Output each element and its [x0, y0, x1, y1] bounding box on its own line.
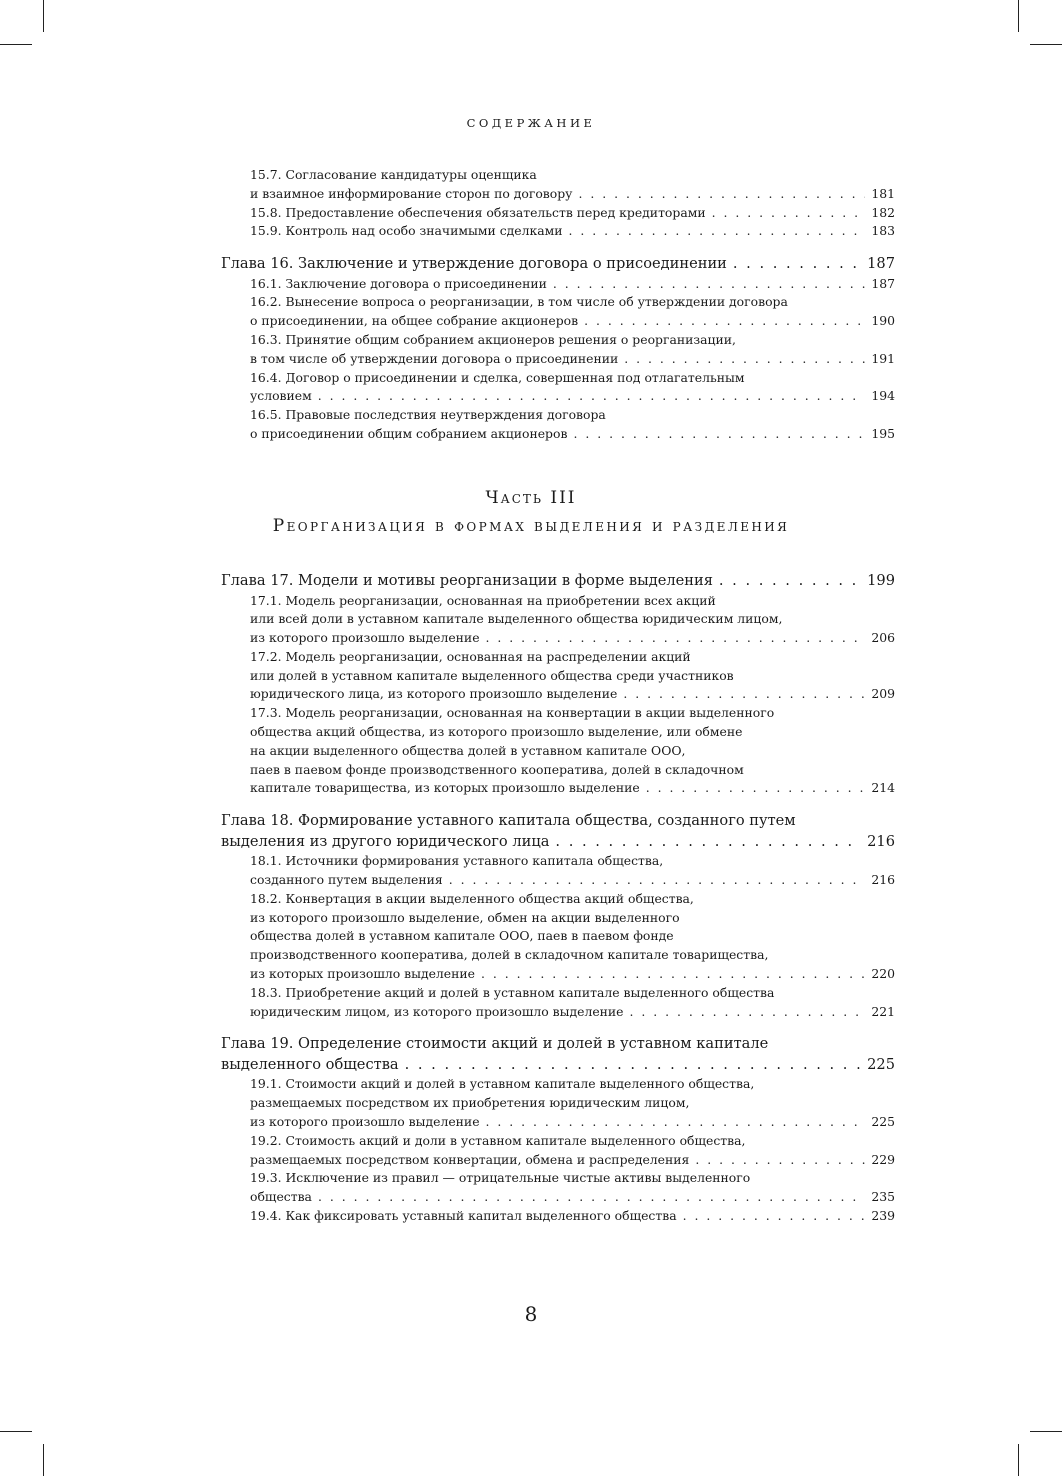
toc-entry-line: [221, 871, 895, 890]
toc-entry-line: [221, 185, 895, 204]
toc-entry-line: [221, 742, 895, 761]
toc-line-text: в том числе об утверждении договора о присоединении: [250, 350, 619, 366]
part-heading: [0, 484, 1062, 540]
toc-line-text: 19.4. Как фиксировать уставный капитал выделенного общества: [250, 1208, 677, 1224]
crop-mark: [43, 0, 44, 32]
toc-entry-line: [221, 779, 895, 798]
toc-entry-line: [221, 704, 895, 723]
toc-entry-line: [221, 984, 895, 1003]
toc-page-number: 216: [867, 832, 895, 850]
dot-leader: [481, 965, 865, 984]
toc-line-text: 17.1. Модель реорганизации, основанная на приобретении всех акций: [250, 592, 716, 608]
toc-chapter-line: [221, 811, 895, 832]
toc-line-text: из которого произошло выделение: [250, 1114, 480, 1130]
toc-entry: [221, 648, 895, 704]
toc-bottom-section: [221, 571, 895, 1239]
toc-line-text: 16.1. Заключение договора о присоединении: [250, 275, 547, 291]
dot-leader: [578, 185, 865, 204]
toc-entry-line: [221, 909, 895, 928]
toc-page-number: 220: [871, 966, 895, 982]
toc-page-number: 214: [871, 780, 895, 796]
toc-entry-line: [221, 1169, 895, 1188]
toc-line-text: 18.2. Конвертация в акции выделенного общества акций общества,: [250, 890, 694, 906]
toc-line-text: или всей доли в уставном капитале выделенного общества юридическим лицом,: [250, 611, 783, 627]
toc-line-text: на акции выделенного общества долей в уставном капитале ООО,: [250, 742, 686, 758]
crop-mark: [1018, 0, 1019, 32]
toc-line-text: общества акций общества, из которого произошло выделение, или обмене: [250, 724, 743, 740]
toc-block: [221, 254, 895, 444]
toc-entry-line: [221, 852, 895, 871]
crop-mark: [1018, 1444, 1019, 1476]
toc-line-text: из которых произошло выделение: [250, 966, 475, 982]
toc-page-number: 190: [871, 313, 895, 329]
toc-entry-line: [221, 667, 895, 686]
toc-page-number: 187: [867, 255, 895, 273]
crop-mark: [1030, 44, 1062, 45]
toc-entry: [221, 592, 895, 648]
crop-mark: [1030, 1431, 1062, 1432]
toc-line-text: юридического лица, из которого произошло выделение: [250, 686, 618, 702]
toc-chapter: [221, 571, 895, 592]
toc-page-number: 191: [871, 350, 895, 366]
toc-line-text: общества: [250, 1189, 312, 1205]
toc-top-section: [221, 166, 895, 457]
dot-leader: [555, 832, 861, 853]
dot-leader: [623, 685, 865, 704]
toc-line-text: производственного кооператива, долей в складочном капитале товарищества,: [250, 947, 769, 963]
toc-page-number: 199: [867, 572, 895, 589]
toc-line-text: паев в паевом фонде производственного кооператива, долей в складочном: [250, 761, 744, 777]
toc-page-number: 209: [871, 686, 895, 702]
toc-page-number: 225: [867, 1055, 895, 1073]
toc-page-number: 239: [871, 1208, 895, 1224]
toc-entry-line: [221, 610, 895, 629]
dot-leader: [624, 350, 865, 369]
toc-entry-line: [221, 204, 895, 223]
toc-entry-line: [221, 387, 895, 406]
dot-leader: [695, 1151, 865, 1170]
toc-page-number: 221: [871, 1003, 895, 1019]
toc-page-number: 183: [871, 223, 895, 239]
toc-entry-line: [221, 1113, 895, 1132]
toc-line-text: 19.2. Стоимость акций и доли в уставном капитале выделенного общества,: [250, 1132, 746, 1148]
toc-entry: [221, 890, 895, 984]
toc-block: [221, 811, 895, 1021]
toc-line-text: Глава 19. Определение стоимости акций и долей в уставном капитале: [221, 1035, 769, 1053]
dot-leader: [646, 779, 866, 798]
toc-entry-line: [221, 965, 895, 984]
toc-chapter: [221, 811, 895, 852]
dot-leader: [486, 629, 866, 648]
toc-page-number: 182: [871, 204, 895, 220]
toc-entry: [221, 331, 895, 369]
toc-page-number: 181: [871, 185, 895, 201]
toc-entry: [221, 293, 895, 331]
toc-line-text: 15.8. Предоставление обеспечения обязательств перед кредиторами: [250, 204, 706, 220]
toc-entry-line: [221, 350, 895, 369]
crop-mark: [0, 1431, 32, 1432]
toc-chapter-line: [221, 571, 895, 592]
toc-line-text: юридическим лицом, из которого произошло выделение: [250, 1003, 624, 1019]
toc-entry-line: [221, 406, 895, 425]
toc-entry-line: [221, 222, 895, 241]
dot-leader: [733, 254, 861, 275]
toc-line-text: из которого произошло выделение, обмен на акции выделенного: [250, 909, 680, 925]
dot-leader: [719, 571, 861, 592]
part-subtitle: Реорганизация в формах выделения и разделения: [272, 516, 790, 536]
dot-leader: [405, 1055, 862, 1076]
toc-entry: [221, 1132, 895, 1170]
toc-entry-line: [221, 1075, 895, 1094]
toc-entry: [221, 1169, 895, 1207]
toc-line-text: 19.1. Стоимости акций и долей в уставном капитале выделенного общества,: [250, 1076, 755, 1092]
toc-entry: [221, 1207, 895, 1226]
toc-chapter-line: [221, 1034, 895, 1055]
dot-leader: [569, 222, 866, 241]
dot-leader: [683, 1207, 866, 1226]
page-number: 8: [524, 1302, 538, 1326]
toc-entry-line: [221, 629, 895, 648]
toc-block: [221, 571, 895, 798]
toc-entry-line: [221, 890, 895, 909]
toc-line-text: 16.4. Договор о присоединении и сделка, совершенная под отлагательным: [250, 369, 745, 385]
toc-chapter: [221, 254, 895, 275]
toc-line-text: 15.9. Контроль над особо значимыми сделками: [250, 223, 563, 239]
toc-block: [221, 1034, 895, 1225]
toc-entry-line: [221, 166, 895, 185]
toc-entry-line: [221, 1132, 895, 1151]
toc-entry-line: [221, 1094, 895, 1113]
toc-entry-line: [221, 1003, 895, 1022]
toc-entry: [221, 204, 895, 223]
toc-chapter-line: [221, 832, 895, 853]
toc-entry-line: [221, 761, 895, 780]
dot-leader: [573, 425, 865, 444]
toc-entry: [221, 1075, 895, 1131]
toc-line-text: 16.5. Правовые последствия неутверждения договора: [250, 407, 606, 423]
toc-entry: [221, 406, 895, 444]
toc-chapter-line: [221, 254, 895, 275]
toc-entry: [221, 222, 895, 241]
toc-line-text: 18.1. Источники формирования уставного капитала общества,: [250, 853, 664, 869]
toc-line-text: 16.2. Вынесение вопроса о реорганизации, в том числе об утверждении договора: [250, 294, 788, 310]
toc-entry-line: [221, 1207, 895, 1226]
toc-page-number: 216: [871, 872, 895, 888]
toc-chapter: [221, 1034, 895, 1075]
toc-line-text: 15.7. Согласование кандидатуры оценщика: [250, 167, 537, 182]
toc-entry-line: [221, 723, 895, 742]
crop-mark: [0, 44, 32, 45]
toc-page-number: 229: [871, 1151, 895, 1167]
toc-line-text: Глава 16. Заключение и утверждение договора о присоединении: [221, 255, 727, 273]
toc-entry-line: [221, 946, 895, 965]
toc-entry-line: [221, 369, 895, 388]
toc-entry-line: [221, 275, 895, 294]
toc-line-text: общества долей в уставном капитале ООО, паев в паевом фонде: [250, 928, 674, 944]
toc-entry-line: [221, 1188, 895, 1207]
toc-line-text: о присоединении, на общее собрание акционеров: [250, 313, 579, 329]
toc-entry-line: [221, 648, 895, 667]
toc-line-text: 17.3. Модель реорганизации, основанная на конвертации в акции выделенного: [250, 705, 775, 721]
dot-leader: [553, 275, 865, 294]
toc-entry: [221, 166, 895, 204]
toc-entry-line: [221, 312, 895, 331]
toc-entry-line: [221, 425, 895, 444]
toc-line-text: о присоединении общим собранием акционеров: [250, 426, 568, 442]
toc-entry-line: [221, 927, 895, 946]
toc-line-text: капитале товарищества, из которых произошло выделение: [250, 780, 640, 796]
toc-page-number: 194: [871, 388, 895, 404]
toc-page-number: 195: [871, 426, 895, 442]
running-head: СОДЕРЖАНИЕ: [466, 116, 596, 130]
crop-mark: [43, 1444, 44, 1476]
toc-line-text: условием: [250, 388, 312, 404]
dot-leader: [449, 871, 866, 890]
toc-page-number: 187: [871, 275, 895, 291]
dot-leader: [630, 1003, 866, 1022]
toc-entry-line: [221, 592, 895, 611]
toc-entry-line: [221, 331, 895, 350]
toc-entry: [221, 984, 895, 1022]
toc-line-text: из которого произошло выделение: [250, 630, 480, 646]
toc-line-text: и взаимное информирование сторон по договору: [250, 185, 573, 201]
toc-line-text: 18.3. Приобретение акций и долей в уставном капитале выделенного общества: [250, 984, 775, 1000]
toc-page-number: 235: [871, 1189, 895, 1205]
toc-line-text: размещаемых посредством конвертации, обмена и распределения: [250, 1151, 690, 1167]
dot-leader: [486, 1113, 866, 1132]
dot-leader: [712, 204, 866, 223]
dot-leader: [584, 312, 865, 331]
toc-entry-line: [221, 1151, 895, 1170]
toc-entry: [221, 704, 895, 798]
toc-block: [221, 166, 895, 241]
toc-line-text: 17.2. Модель реорганизации, основанная на распределении акций: [250, 648, 691, 664]
toc-line-text: или долей в уставном капитале выделенного общества среди участников: [250, 667, 734, 683]
toc-entry: [221, 275, 895, 294]
toc-line-text: Глава 18. Формирование уставного капитала общества, созданного путем: [221, 812, 796, 830]
toc-line-text: Глава 17. Модели и мотивы реорганизации в форме выделения: [221, 572, 713, 589]
part-title: Часть III: [485, 488, 577, 508]
toc-page-number: 225: [871, 1114, 895, 1130]
toc-line-text: размещаемых посредством их приобретения юридическим лицом,: [250, 1095, 690, 1111]
toc-entry-line: [221, 293, 895, 312]
toc-entry-line: [221, 685, 895, 704]
toc-line-text: выделенного общества: [221, 1055, 399, 1073]
toc-entry: [221, 369, 895, 407]
toc-chapter-line: [221, 1055, 895, 1076]
toc-entry: [221, 852, 895, 890]
toc-line-text: 16.3. Принятие общим собранием акционеров решения о реорганизации,: [250, 332, 736, 348]
dot-leader: [318, 1188, 865, 1207]
toc-page-number: 206: [871, 630, 895, 646]
toc-line-text: 19.3. Исключение из правил — отрицательные чистые активы выделенного: [250, 1170, 751, 1186]
toc-line-text: выделения из другого юридического лица: [221, 832, 550, 850]
toc-line-text: созданного путем выделения: [250, 872, 443, 888]
dot-leader: [318, 387, 866, 406]
